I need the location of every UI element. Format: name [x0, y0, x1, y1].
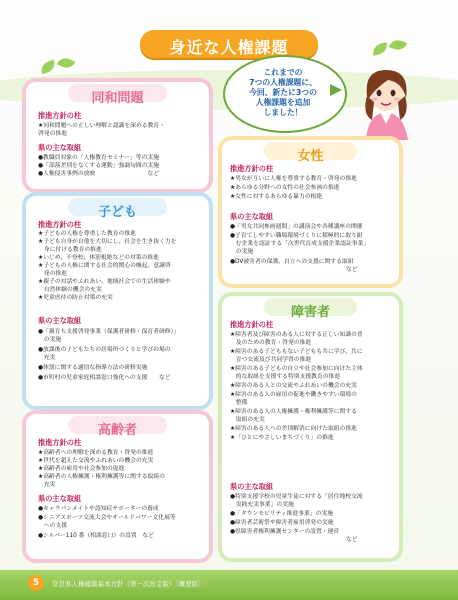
action-item: ●放課後の子どもたちの居場所づくりと学びの場の	[38, 347, 171, 353]
policy-item: ★世代を超えた交流やふれあいの機会の充実	[38, 458, 154, 464]
policy-item: 自然体験の機会の充実	[38, 287, 102, 293]
policy-item: 取組の充実	[230, 417, 265, 423]
panel-dowa	[22, 78, 213, 193]
action-item: への支援	[38, 523, 67, 529]
policy-item: ★障害のある子どもの自立や社会参加に向けた主体	[230, 366, 363, 372]
action-item: ●特別支援学校の児童生徒に対する「居住地校交流	[230, 494, 363, 500]
leaf-decoration	[389, 38, 407, 53]
policy-heading: 推進方針の柱	[38, 111, 82, 120]
policy-item: 発の推進	[38, 271, 67, 277]
bubble-line: しました！	[263, 108, 303, 117]
action-item: ●県障害者権利擁護センターの設置・運営	[230, 529, 340, 535]
policy-item: ★女性に対するあらゆる暴力の根絶	[230, 194, 323, 200]
footer-text: 奈良県人権施策基本方針（第一次改定版）〔概要版〕	[52, 580, 205, 588]
leaf-decoration	[371, 42, 389, 56]
action-item: など	[230, 267, 358, 273]
panel-kodomo	[22, 192, 213, 410]
action-item: ●DV被害者の保護、自立への支援に関する取組	[230, 259, 354, 265]
action-item: ●市町村の児童家庭相談窓口強化への支援 など	[38, 375, 171, 381]
policy-heading: 推進方針の柱	[230, 164, 274, 173]
action-item: ●人権侵害事例の放映 など	[38, 171, 159, 177]
woman-illustration	[336, 62, 436, 140]
policy-item: 啓発の推進	[38, 131, 67, 137]
panel-title-kodomo: 子ども	[97, 205, 137, 220]
policy-item: ★高齢者の雇用や社会参加の促進	[38, 466, 125, 472]
action-item: ●教職員対象の「人権教育セミナー」等の実施	[38, 155, 159, 161]
policy-item: ★障害のある子どももない子どもも共に学び、共に	[230, 349, 363, 355]
policy-item: ★あらゆる分野への女性の社会参画の推進	[230, 185, 340, 191]
actions-heading: 県の主な取組	[38, 494, 82, 503]
panel-title-shogai: 障害者	[290, 305, 330, 320]
policy-item: 及のための教育・啓発の推進	[230, 340, 312, 346]
policy-item: ★子ども自身が自他を大切にし、社会を生き抜く力を	[38, 239, 177, 245]
policy-heading: 推進方針の柱	[38, 438, 82, 447]
actions-heading: 県の主な取組	[38, 143, 82, 152]
action-item: 実践充実事業」の実施	[230, 502, 294, 508]
action-item: ●子育てしやすい職場環境づくりに積極的に取り組	[230, 233, 363, 239]
action-item: 充実	[38, 355, 56, 361]
actions-heading: 県の主な取組	[230, 482, 274, 491]
policy-item: ★「ひとにやさしいまちづくり」の推進	[230, 435, 334, 441]
policy-item: ★親子の対話やふれあい、地域社会での生活体験や	[38, 279, 171, 285]
speech-bubble-text	[229, 68, 337, 118]
bubble-line: 7つの人権課題に、	[249, 78, 317, 87]
action-item: ●シルバー110 番（相談窓口）の設置 など	[38, 533, 154, 539]
action-item: ●シニアスポーツ交流大会やオールドパワー文化展等	[38, 515, 176, 521]
leaf-decoration	[39, 60, 57, 75]
policy-item: ★高齢者の人権擁護・権利擁護等に関する取組の	[38, 474, 165, 480]
policy-item: 育つ交流及び共同学習の推進	[230, 357, 312, 363]
policy-item: ★子どもの人権を尊重した教育の推進	[38, 231, 136, 237]
policy-item: ★子どもの人権に関する社会的関心の喚起、意識啓	[38, 263, 171, 269]
policy-item: ★障害のある人との交流やふれあいの機会の充実	[230, 383, 357, 389]
panel-title-koreisha: 高齢者	[97, 423, 137, 438]
policy-item: ★いじめ、不登校、体罰根絶などの対策の推進	[38, 255, 159, 261]
policy-item: 整備	[230, 400, 248, 406]
leaf-decoration	[57, 55, 76, 71]
policy-item: ★障害者及び障害のある人に対する正しい知識の普	[230, 332, 363, 338]
policy-item: ★障害のある人の人権擁護・権利擁護等に関する	[230, 409, 357, 415]
action-item: ●キャラバンメイトや認知症サポーターの養成	[38, 506, 159, 512]
action-item: ●「親育ち支援啓発事業（保護者研修・保育者研修）」	[38, 329, 180, 335]
action-item: ●体罰に関する適切な指導方法の研修実施	[38, 365, 148, 371]
bubble-line: これまでの	[263, 68, 303, 77]
action-item: ●「男女共同参画週間」の講演会や各種講座の開催	[230, 224, 363, 230]
panel-title-josei: 女性	[297, 149, 324, 164]
actions-heading: 県の主な取組	[38, 316, 82, 325]
policy-item: ★児童虐待の防止対策の充実	[38, 295, 113, 301]
panel-josei	[218, 136, 403, 288]
policy-item: ★高齢者への理解を深める教育・啓発の推進	[38, 450, 154, 456]
action-item: の実施	[38, 337, 62, 343]
policy-heading: 推進方針の柱	[230, 320, 274, 329]
page-number: 5	[28, 575, 44, 591]
policy-item: 充実	[38, 482, 56, 488]
action-item: む企業を認証する「次世代育成支援企業認証事業」	[230, 241, 370, 247]
bubble-line: 今回、新たに3つの	[249, 88, 317, 97]
action-item: ●障害者芸術祭や障害者雇用啓発の実施	[230, 520, 334, 526]
panel-shogai	[218, 292, 403, 562]
policy-item: ★男女が互いに人権を尊重する教育・啓発の推進	[230, 176, 357, 182]
action-item: など	[230, 537, 358, 543]
bubble-line: 人権課題を追加	[255, 98, 311, 107]
action-item: ●「部落差別をなくする運動」強調旬間の実施	[38, 163, 159, 169]
policy-heading: 推進方針の柱	[38, 220, 82, 229]
panel-title-dowa: 同和問題	[91, 91, 144, 106]
action-item: ●「タウンモビリティ推進事業」の実施	[230, 511, 334, 517]
policy-item: ★障害のある人への差別解消に向けた取組の推進	[230, 426, 357, 432]
panel-koreisha	[22, 410, 213, 563]
actions-heading: 県の主な取組	[230, 212, 274, 221]
policy-item: 的な取組を支援する特別支援教育の推進	[230, 374, 341, 380]
policy-item: ★同和問題への正しい理解と認識を深める教育・	[38, 123, 165, 129]
action-item: の実施	[230, 249, 254, 255]
policy-item: ★障害のある人の雇用の促進や働きやすい環境の	[230, 392, 357, 398]
page-title: 身近な人権課題	[169, 38, 289, 57]
policy-item: 身に付ける教育の推進	[38, 247, 102, 253]
